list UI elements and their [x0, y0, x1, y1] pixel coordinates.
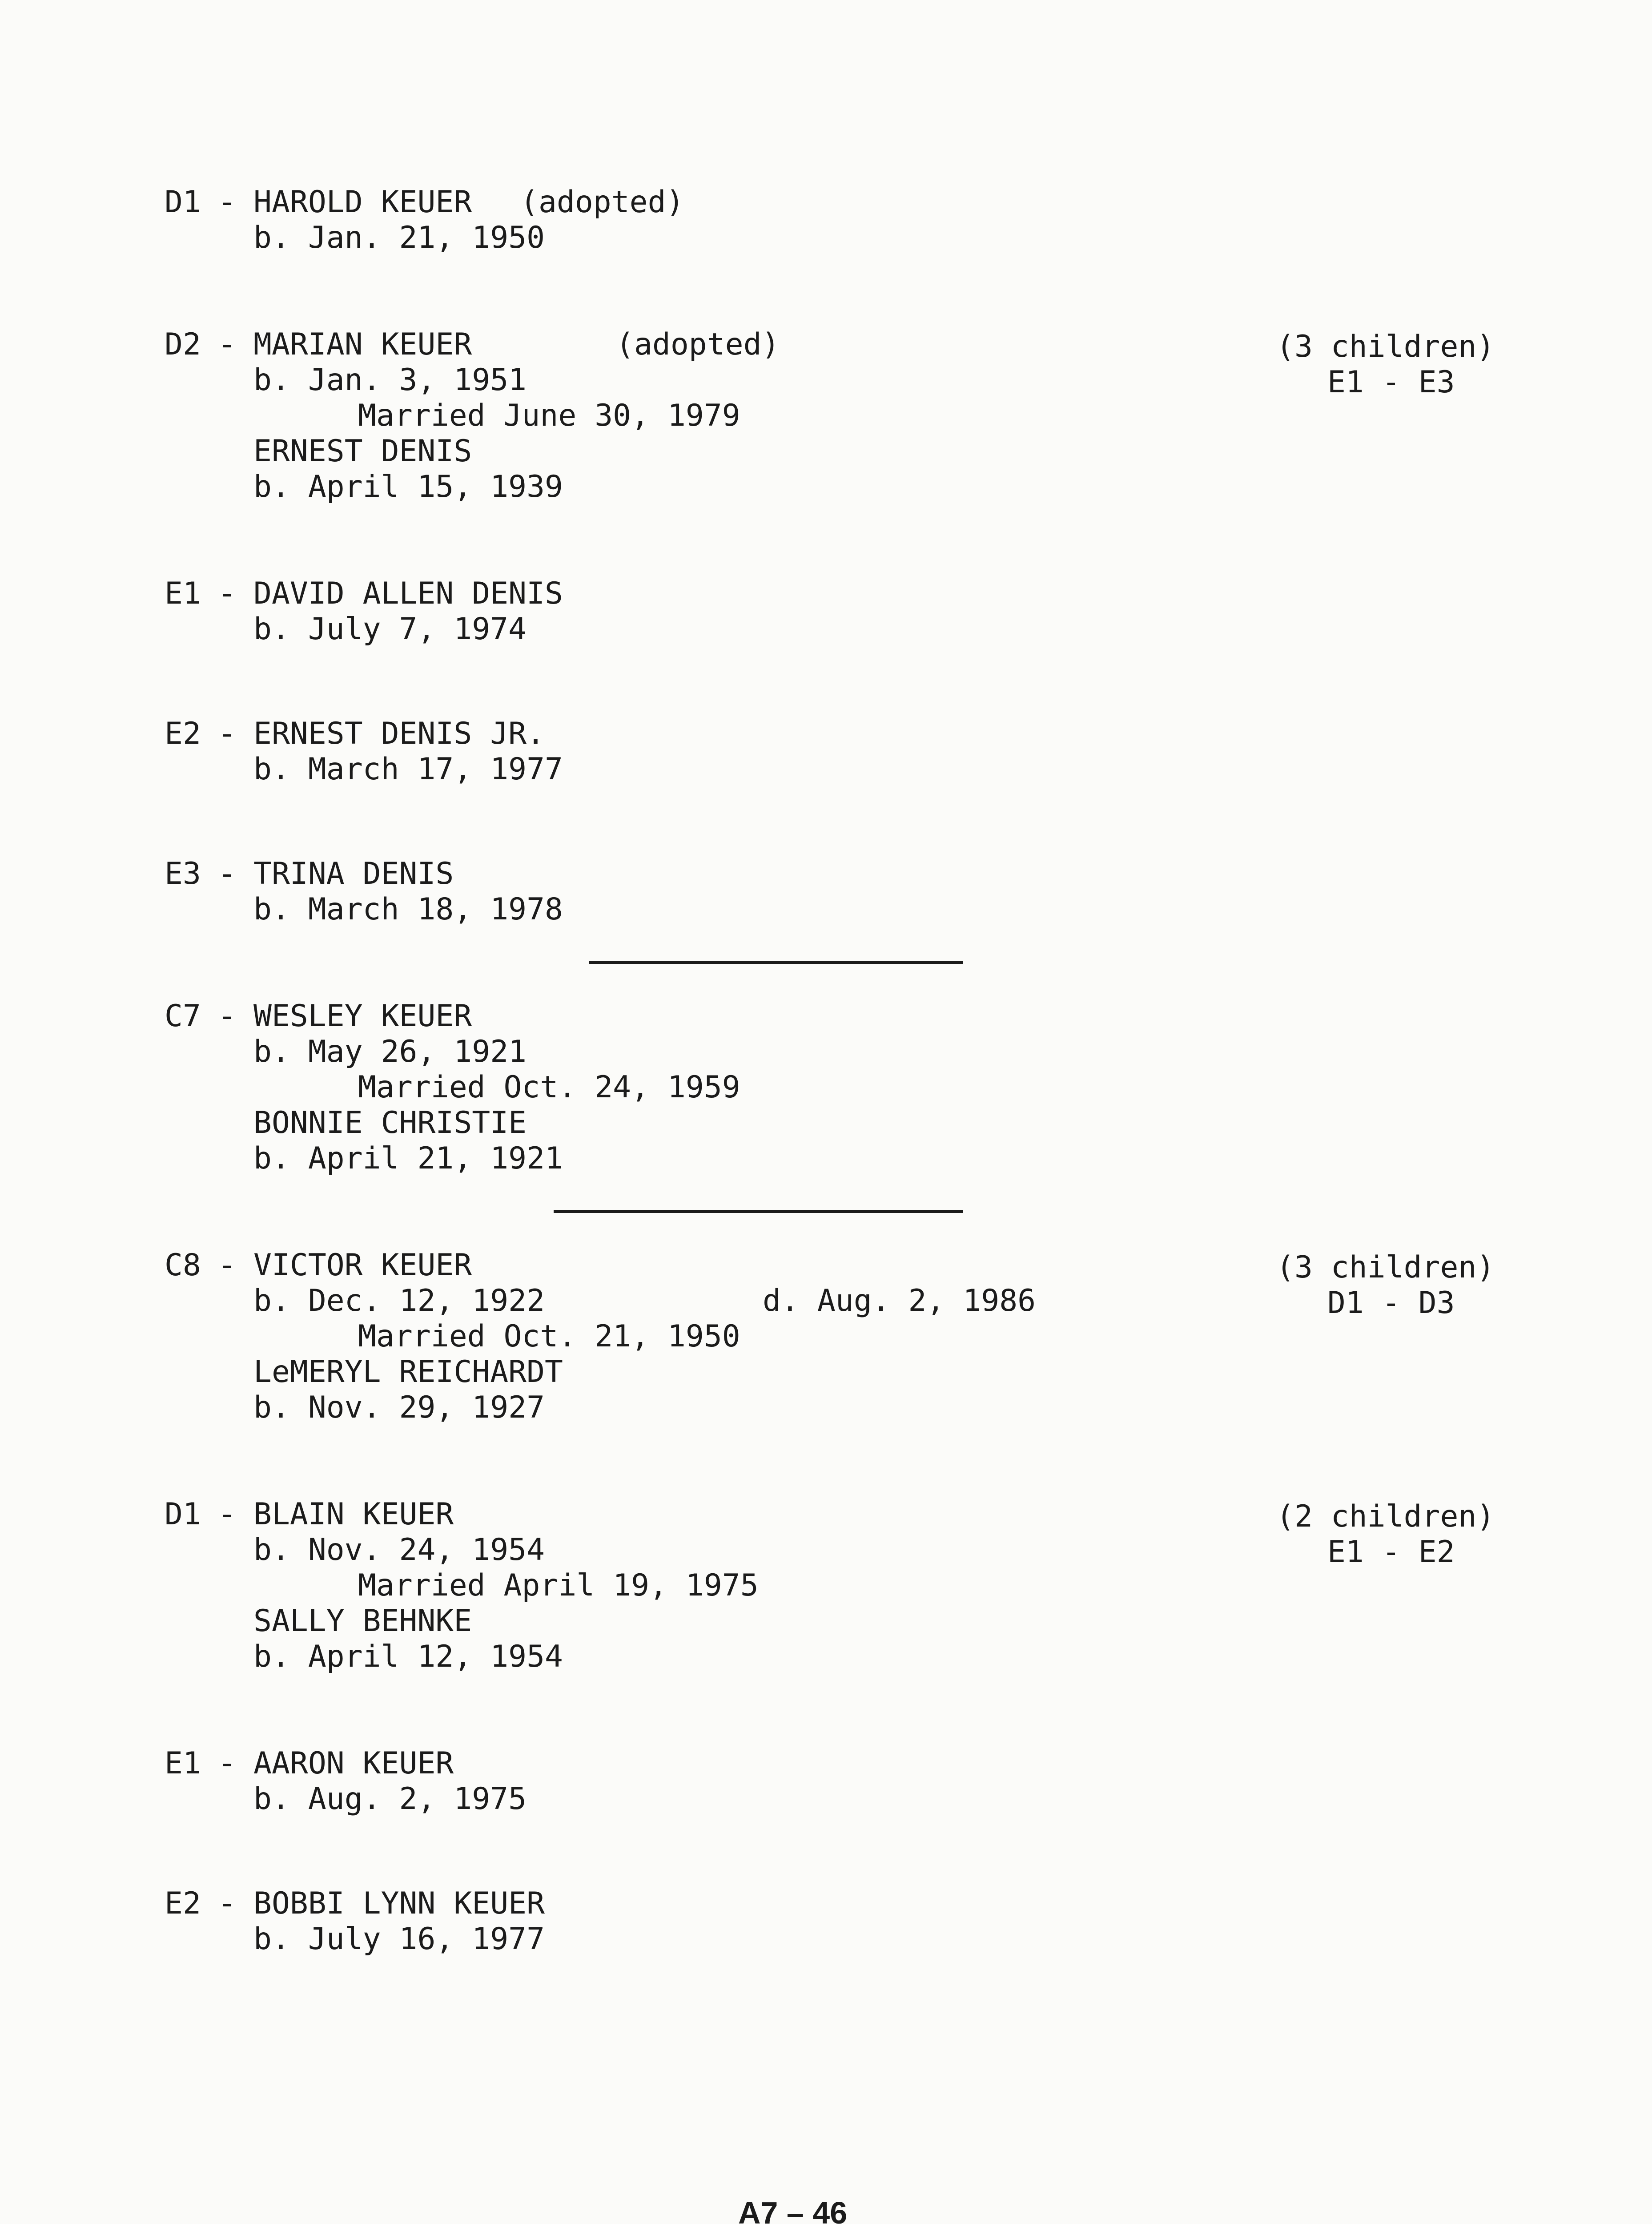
- dash: -: [218, 576, 236, 611]
- person-name: VICTOR KEUER: [253, 1248, 472, 1283]
- generation-code: D1: [165, 1497, 201, 1532]
- generation-code: E2: [165, 716, 201, 751]
- birth-date: b. Dec. 12, 1922: [253, 1283, 545, 1318]
- generation-code: E1: [165, 1746, 201, 1781]
- marriage-date: Married Oct. 21, 1950: [358, 1319, 740, 1354]
- generation-code: D1: [165, 185, 201, 220]
- section-divider: [589, 961, 963, 964]
- death-date: d. Aug. 2, 1986: [763, 1283, 1036, 1318]
- dash: -: [218, 1746, 236, 1781]
- page-number: A7 – 46: [738, 2196, 848, 2224]
- dash: -: [218, 1497, 236, 1532]
- adopted-tag: (adopted): [616, 327, 780, 362]
- birth-date: b. March 18, 1978: [253, 892, 563, 927]
- section-divider: [554, 1210, 963, 1213]
- birth-date: b. July 7, 1974: [253, 612, 527, 647]
- spouse-name: ERNEST DENIS: [253, 434, 472, 469]
- birth-date: b. Jan. 21, 1950: [253, 220, 545, 255]
- generation-code: E2: [165, 1886, 201, 1921]
- person-name: MARIAN KEUER: [253, 327, 472, 362]
- dash: -: [218, 716, 236, 751]
- person-name: HAROLD KEUER: [253, 185, 472, 220]
- marriage-date: Married Oct. 24, 1959: [358, 1070, 740, 1105]
- person-name: DAVID ALLEN DENIS: [253, 576, 563, 611]
- dash: -: [218, 856, 236, 891]
- person-name: BLAIN KEUER: [253, 1497, 454, 1532]
- spouse-birth-date: b. April 21, 1921: [253, 1141, 563, 1176]
- person-name: AARON KEUER: [253, 1746, 454, 1781]
- birth-date: b. Aug. 2, 1975: [253, 1781, 527, 1817]
- marriage-date: Married April 19, 1975: [358, 1568, 759, 1603]
- children-count: (2 children): [1276, 1499, 1495, 1534]
- person-name: WESLEY KEUER: [253, 999, 472, 1034]
- spouse-name: LeMERYL REICHARDT: [253, 1354, 563, 1390]
- spouse-name: SALLY BEHNKE: [253, 1604, 472, 1639]
- children-range: E1 - E3: [1327, 365, 1455, 400]
- generation-code: E3: [165, 856, 201, 891]
- person-name: ERNEST DENIS JR.: [253, 716, 545, 751]
- dash: -: [218, 327, 236, 362]
- dash: -: [218, 185, 236, 220]
- birth-date: b. March 17, 1977: [253, 752, 563, 787]
- person-name: BOBBI LYNN KEUER: [253, 1886, 545, 1921]
- person-name: TRINA DENIS: [253, 856, 454, 891]
- dash: -: [218, 1248, 236, 1283]
- dash: -: [218, 999, 236, 1034]
- birth-date: b. July 16, 1977: [253, 1922, 545, 1957]
- birth-date: b. Jan. 3, 1951: [253, 363, 527, 398]
- generation-code: E1: [165, 576, 201, 611]
- spouse-birth-date: b. April 15, 1939: [253, 469, 563, 504]
- children-range: D1 - D3: [1327, 1285, 1455, 1321]
- children-count: (3 children): [1276, 1250, 1495, 1285]
- dash: -: [218, 1886, 236, 1921]
- spouse-birth-date: b. April 12, 1954: [253, 1639, 563, 1674]
- spouse-birth-date: b. Nov. 29, 1927: [253, 1390, 545, 1425]
- spouse-name: BONNIE CHRISTIE: [253, 1105, 527, 1140]
- generation-code: C8: [165, 1248, 201, 1283]
- children-count: (3 children): [1276, 329, 1495, 364]
- birth-date: b. May 26, 1921: [253, 1034, 527, 1069]
- marriage-date: Married June 30, 1979: [358, 398, 740, 433]
- adopted-tag: (adopted): [520, 185, 684, 220]
- generation-code: C7: [165, 999, 201, 1034]
- birth-date: b. Nov. 24, 1954: [253, 1532, 545, 1567]
- generation-code: D2: [165, 327, 201, 362]
- children-range: E1 - E2: [1327, 1535, 1455, 1570]
